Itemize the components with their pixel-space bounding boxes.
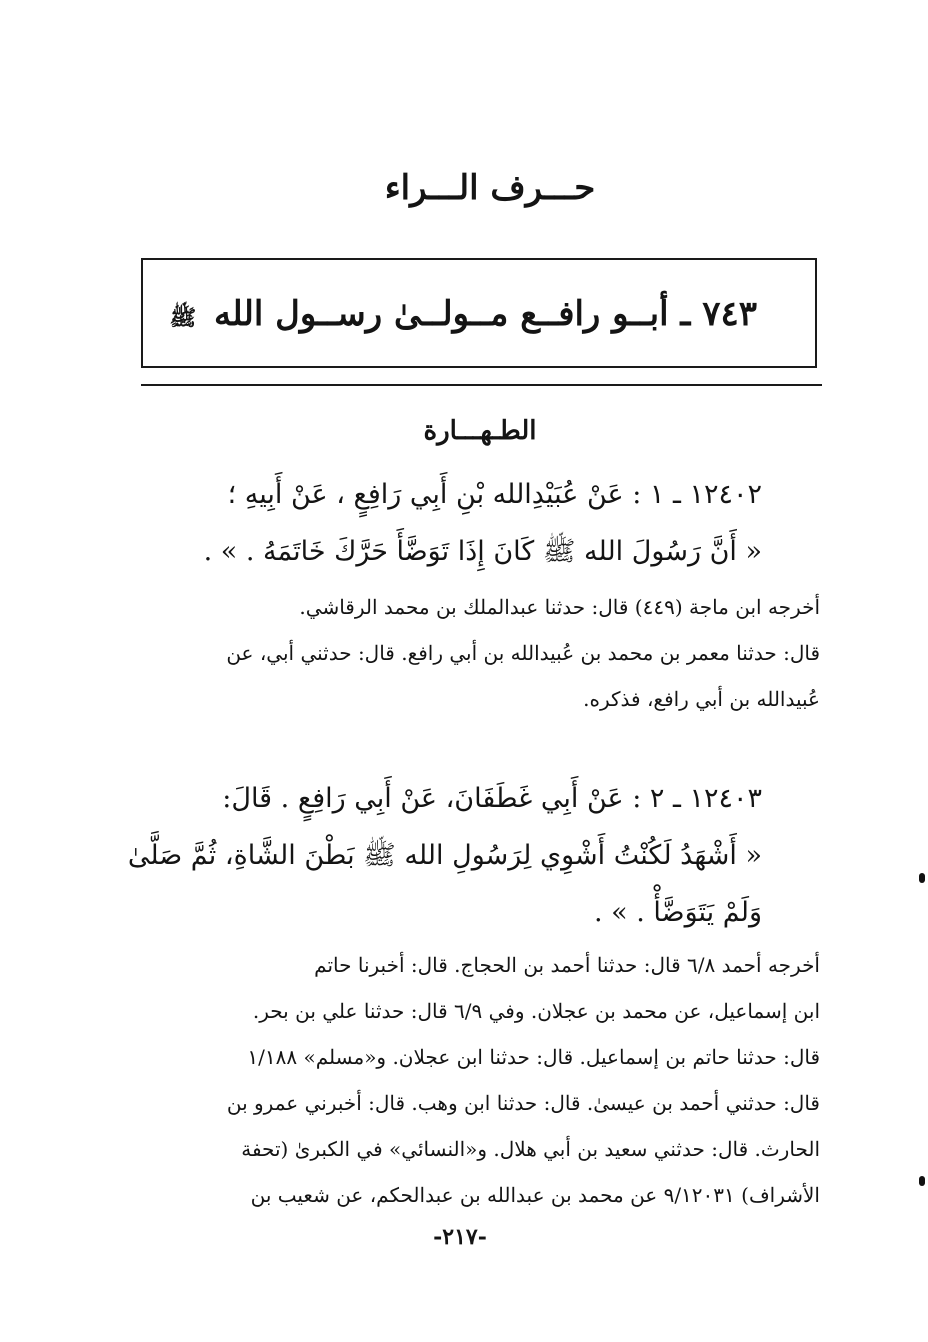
section-title: الطـهـــارة [423,416,537,446]
title-box [141,258,817,368]
hadith-1-line-2: « أَنَّ رَسُولَ الله ﷺ كَانَ إِذَا تَوَضَّأَ حَرَّكَ خَاتَمَهُ . » . [203,536,762,567]
takhrij-2-line-2: ابن إسماعيل، عن محمد بن عجلان. وفي ٦/٩ قال: حدثنا علي بن بحر. [252,999,820,1023]
takhrij-2-line-1: أخرجه أحمد ٦/٨ قال: حدثنا أحمد بن الحجاج. قال: أخبرنا حاتم [314,953,820,977]
takhrij-1-line-2: قال: حدثنا معمر بن محمد بن عُبيدالله بن أبي رافع. قال: حدثني أبي، عن [226,641,820,665]
takhrij-1-line-1: أخرجه ابن ماجة (٤٤٩) قال: حدثنا عبدالملك بن محمد الرقاشي. [299,595,820,619]
takhrij-2-line-4: قال: حدثني أحمد بن عيسىٰ. قال: حدثنا ابن وهب. قال: أخبرني عمرو بن [226,1091,820,1115]
takhrij-2 [130,942,820,1218]
hadith-1 [122,466,762,580]
hadith-2-line-3: وَلَمْ يَتَوَضَّأْ . » . [593,897,762,928]
takhrij-2-line-5: الحارث. قال: حدثني سعيد بن أبي هلال. و«النسائي» في الكبرىٰ (تحفة [241,1137,820,1161]
takhrij-2-line-3: قال: حدثنا حاتم بن إسماعيل. قال: حدثنا ابن عجلان. و«مسلم» ١/١٨٨ [247,1045,820,1069]
horizontal-rule [141,384,822,386]
hadith-2-line-2: « أَشْهَدُ لَكُنْتُ أَشْوِي لِرَسُولِ الله ﷺ بَطْنَ الشَّاةِ، ثُمَّ صَلَّىٰ [127,840,762,871]
page-number: -٢١٧- [433,1224,487,1250]
honorific-mark: ﷺ [169,305,197,331]
margin-mark [919,873,925,883]
chapter-heading: حـــرف الـــراء [384,168,596,208]
entry-title [170,294,757,336]
hadith-2 [122,770,762,941]
takhrij-1 [130,584,820,722]
takhrij-1-line-3: عُبيدالله بن أبي رافع، فذكره. [583,687,820,711]
hadith-2-line-1: ١٢٤٠٣ ـ ٢ : عَنْ أَبِي غَطَفَانَ، عَنْ أَبِي رَافِعٍ . قَالَ: [222,783,762,814]
takhrij-2-line-6: الأشراف) ٩/١٢٠٣١ عن محمد بن عبدالله بن عبدالحكم، عن شعيب بن [250,1183,820,1207]
margin-mark [919,1176,925,1186]
hadith-1-line-1: ١٢٤٠٢ ـ ١ : عَنْ عُبَيْدِالله بْنِ أَبِي رَافِعٍ ، عَنْ أَبِيهِ ؛ [227,479,762,510]
entry-title-text: ٧٤٣ ـ أبــو رافــع مــولــىٰ رســول الله [213,294,757,334]
